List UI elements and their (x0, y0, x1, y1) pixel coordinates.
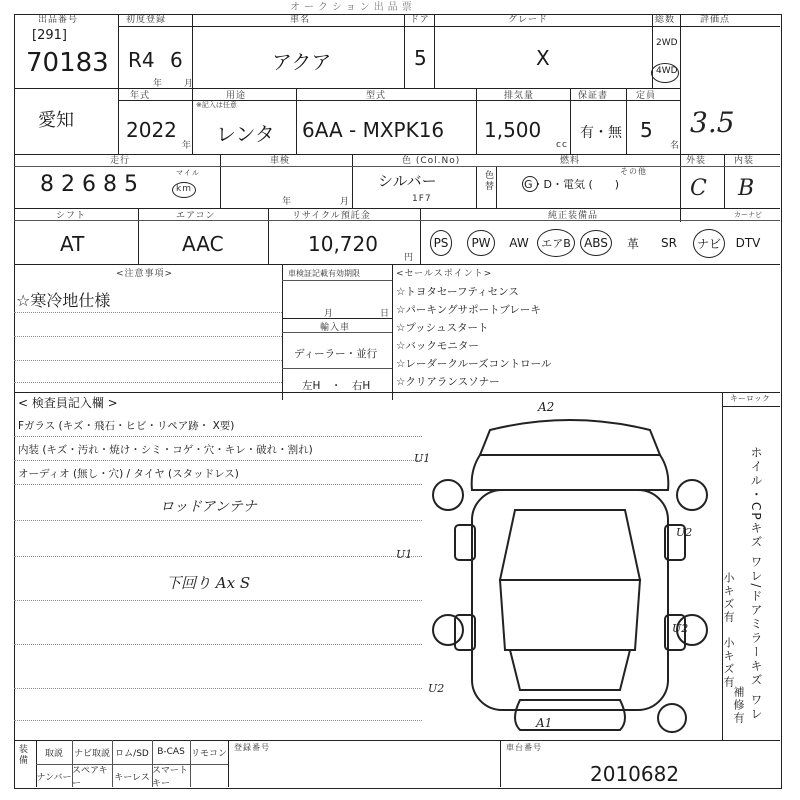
first-reg-year-unit: 年 (153, 79, 164, 89)
mileage: 8 2 6 8 5 (40, 172, 138, 197)
label-interior: 内装 (734, 156, 755, 166)
model-name: アクア (272, 50, 332, 74)
color-change-label: 色替 (483, 170, 493, 192)
inspection-expiry-month: 月 (324, 309, 335, 319)
shift: AT (60, 232, 85, 256)
inspector-line-glass: Fガラス (キズ・飛石・ヒビ・リペア跡・ X要) (18, 420, 235, 432)
label-year: 年式 (130, 91, 151, 101)
bottom-row1-4: B-CAS (157, 747, 185, 757)
sales-point-1: ☆トヨタセーフティセンス (396, 286, 519, 298)
chassis-number: 2010682 (590, 762, 680, 786)
label-mileage: 走行 (110, 156, 131, 166)
bottom-row2-2: スペアキー (72, 766, 108, 789)
year-unit: 年 (182, 141, 193, 151)
mark-a1: A1 (536, 716, 553, 730)
label-fuel: 燃料 (560, 156, 581, 166)
first-reg-month: 6 (170, 48, 183, 72)
label-vehicle-inspection: 車検 (270, 156, 291, 166)
label-capacity: 定員 (636, 91, 657, 101)
label-warranty: 保証書 (578, 91, 609, 101)
bottom-row2-3: キーレス (114, 772, 150, 783)
color: シルバー (378, 172, 437, 190)
mileage-unit: km (176, 184, 192, 194)
warranty: 有・無 (580, 125, 622, 141)
label-inspection-expiry: 車検証記載有効期限 (288, 269, 360, 278)
equip-pw: PW (464, 226, 498, 260)
label-shift: シフト (56, 211, 87, 221)
label-chassis: 車台番号 (506, 743, 542, 752)
fuel: G・D・電気 ( ) (524, 178, 620, 191)
label-recycle: リサイクル預託金 (292, 211, 371, 221)
seller-notes-text: ☆寒冷地仕様 (16, 291, 111, 310)
sales-point-6: ☆クリアランスソナー (396, 376, 500, 388)
inspector-note-rod-antenna: ロッドアンテナ (160, 499, 257, 515)
recycle: 10,720 (308, 232, 378, 256)
bottom-row1-2: ナビ取説 (73, 748, 110, 759)
drive-4wd: 4WD (656, 66, 678, 76)
label-score: 評価点 (700, 15, 731, 25)
model-code: 6AA - MXPK16 (302, 118, 445, 142)
lot-code: [291] (32, 28, 67, 43)
damage-legend: ホイル・CPキズ ワレ/ドアミラーキズ ワレ (749, 446, 763, 722)
label-first-reg: 初度登録 (126, 15, 167, 25)
label-lot-no: 出品番号 (38, 15, 79, 25)
inspector-line-audio: オーディオ (無し・穴) / タイヤ (スタッドレス) (18, 468, 239, 480)
label-import: 輸入車 (320, 323, 351, 333)
fuel-other: その他 (620, 167, 647, 176)
equip-leather: 革 (626, 236, 639, 251)
recycle-unit: 円 (404, 253, 415, 263)
displacement: 1,500 (484, 118, 542, 142)
interior: B (738, 176, 755, 201)
equip-navi: ナビ (690, 226, 728, 260)
year: 2022 (126, 118, 177, 142)
damage-legend-small: 小キズ有 小キズ有 (722, 572, 735, 689)
mileage-unit-top: マイル (176, 169, 200, 177)
region: 愛知 (38, 110, 74, 131)
equip-abs: ABS (576, 226, 616, 260)
usage: レンタ (216, 122, 275, 146)
score: 3.5 (690, 106, 735, 139)
inspector-title: < 検査員記入欄 > (18, 396, 118, 410)
keylock-label: キーロック (730, 394, 770, 403)
equip-aw: AW (509, 236, 529, 250)
handle-value: 左H ・ 右H (302, 380, 371, 392)
label-registration: 登録番号 (234, 743, 270, 752)
label-grade: グレード (508, 15, 549, 25)
mark-u2-right: U2 (676, 526, 693, 539)
sales-point-4: ☆バックモニター (396, 340, 479, 352)
capacity-unit: 名 (670, 141, 681, 151)
equip-airbag: エアB (536, 226, 576, 260)
bottom-row1-3: ロム/SD (115, 748, 149, 759)
displacement-unit: cc (556, 140, 568, 150)
import-value: ディーラー・並行 (294, 348, 378, 360)
inspector-line-interior: 内装 (キズ・汚れ・焼け・シミ・コゲ・穴・キレ・破れ・割れ) (18, 444, 313, 456)
label-drive: 総数 (655, 15, 676, 25)
damage-legend-repair: 補修有 (732, 686, 745, 725)
lot-number: 70183 (26, 48, 109, 78)
label-usage: 用途 (226, 91, 247, 101)
equip-ps: PS (424, 226, 458, 260)
bottom-row1-5: リモコン (190, 748, 227, 759)
mark-u2-left-low: U2 (428, 682, 445, 695)
first-reg-month-unit: 月 (184, 79, 195, 89)
bottom-row2-4: スマートキー (152, 766, 188, 789)
bottom-row1-1: 取説 (44, 748, 63, 759)
bottom-row2-1: ナンバー (36, 772, 72, 783)
inspection-expiry-day: 日 (380, 309, 391, 319)
mark-a2: A2 (538, 400, 555, 414)
grade: X (536, 46, 550, 70)
form-title: オークション出品票 (290, 2, 416, 13)
mark-u1-left: U1 (396, 548, 413, 561)
equip-sr: SR (661, 236, 677, 250)
label-sales-points: <セールスポイント> (396, 269, 493, 279)
drive-2wd: 2WD (656, 38, 678, 48)
aircon: AAC (182, 232, 224, 256)
label-model: 車名 (290, 15, 311, 25)
sales-point-3: ☆プッシュスタート (396, 322, 489, 334)
exterior: C (690, 176, 707, 201)
sales-point-2: ☆パーキングサポートブレーキ (396, 304, 541, 316)
inspection-year: 年 (282, 197, 293, 207)
capacity: 5 (640, 118, 653, 142)
inspection-month: 月 (340, 197, 351, 207)
mark-u1-top: U1 (414, 452, 431, 465)
label-carnavi: カーナビ (734, 211, 762, 219)
doors: 5 (414, 46, 427, 70)
label-displacement: 排気量 (504, 91, 535, 101)
inspector-note-underbody: 下回り Ax S (166, 574, 251, 592)
label-equipment: 純正装備品 (548, 211, 599, 221)
label-equip-bottom: 装備 (17, 744, 27, 766)
mark-u2-right-low: U2 (672, 622, 689, 635)
label-model-code: 型式 (366, 91, 387, 101)
label-doors: ドア (410, 15, 430, 25)
equip-dtv: DTV (735, 236, 761, 250)
first-reg-era: R4 (128, 48, 155, 72)
label-aircon: エアコン (176, 211, 216, 221)
color-no: 1F7 (412, 194, 432, 204)
car-damage-diagram (420, 400, 720, 740)
sales-point-5: ☆レーダークルーズコントロール (396, 358, 552, 370)
usage-note: ※記入は任意 (196, 101, 237, 109)
label-exterior: 外装 (686, 156, 707, 166)
label-seller-notes: <注意事項> (116, 269, 174, 279)
label-color: 色 (Col.No) (402, 156, 461, 166)
